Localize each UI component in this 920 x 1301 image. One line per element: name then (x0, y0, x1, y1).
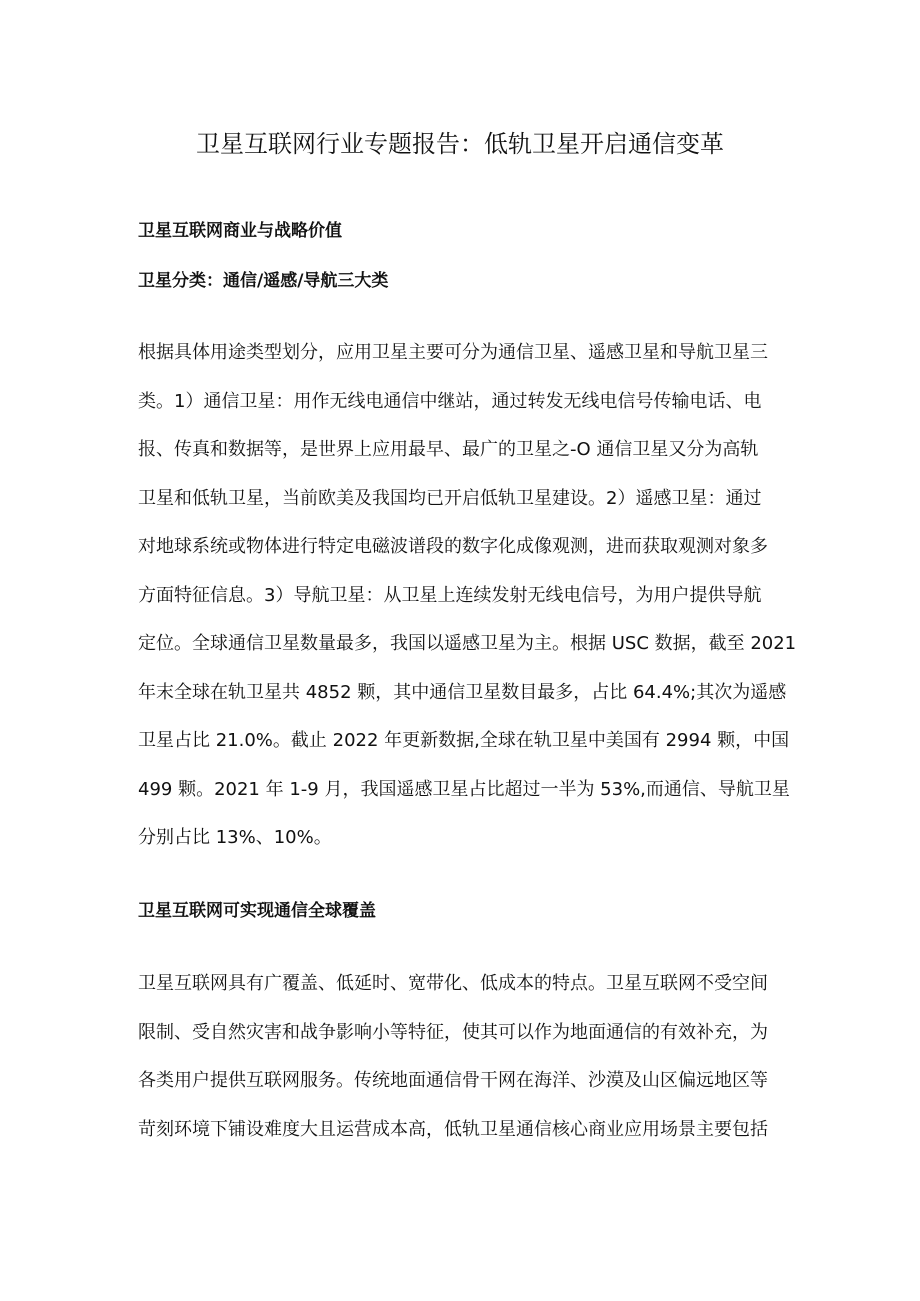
paragraph-line: 定位。全球通信卫星数量最多，我国以遥感卫星为主。根据 USC 数据，截至 2021 (138, 633, 797, 654)
paragraph-line: 方面特征信息。3）导航卫星：从卫星上连续发射无线电信号，为用户提供导航 (138, 584, 762, 606)
paragraph-line: 苛刻环境下铺设难度大且运营成本高，低轨卫星通信核心商业应用场景主要包括 (138, 1118, 768, 1140)
paragraph-satellite-classification (138, 329, 797, 863)
paragraph-line: 年末全球在轨卫星共 4852 颗，其中通信卫星数目最多，占比 64.4%;其次为遥感 (138, 681, 787, 703)
paragraph-line: 卫星和低轨卫星，当前欧美及我国均已开启低轨卫星建设。2）遥感卫星：通过 (138, 487, 762, 509)
section-heading: 卫星互联网商业与战略价值 (138, 221, 342, 241)
paragraph-line: 499 颗。2021 年 1-9 月，我国遥感卫星占比超过一半为 53%,而通信、导航卫星 (138, 778, 790, 800)
paragraph-line: 类。1）通信卫星：用作无线电通信中继站，通过转发无线电信号传输电话、电 (138, 390, 762, 412)
paragraph-line: 报、传真和数据等，是世界上应用最早、最广的卫星之-O 通信卫星又分为高轨 (138, 439, 759, 460)
paragraph-line: 限制、受自然灾害和战争影响小等特征，使其可以作为地面通信的有效补充，为 (138, 1021, 768, 1043)
paragraph-satellite-internet-coverage (138, 960, 788, 1154)
subsection-heading: 卫星分类：通信/遥感/导航三大类 (138, 271, 389, 291)
paragraph-line: 卫星互联网具有广覆盖、低延时、宽带化、低成本的特点。卫星互联网不受空间 (138, 973, 768, 994)
paragraph-line: 卫星占比 21.0%。截止 2022 年更新数据,全球在轨卫星中美国有 2994 颗，中国 (138, 730, 790, 751)
paragraph-line: 根据具体用途类型划分，应用卫星主要可分为通信卫星、遥感卫星和导航卫星三 (138, 342, 768, 363)
section2-heading: 卫星互联网可实现通信全球覆盖 (138, 901, 376, 921)
paragraph-line: 对地球系统或物体进行特定电磁波谱段的数字化成像观测，进而获取观测对象多 (138, 536, 768, 557)
document-title: 卫星互联网行业专题报告：低轨卫星开启通信变革 (196, 130, 724, 158)
paragraph-line: 分别占比 13%、10%。 (138, 827, 332, 848)
paragraph-line: 各类用户提供互联网服务。传统地面通信骨干网在海洋、沙漠及山区偏远地区等 (138, 1070, 768, 1091)
